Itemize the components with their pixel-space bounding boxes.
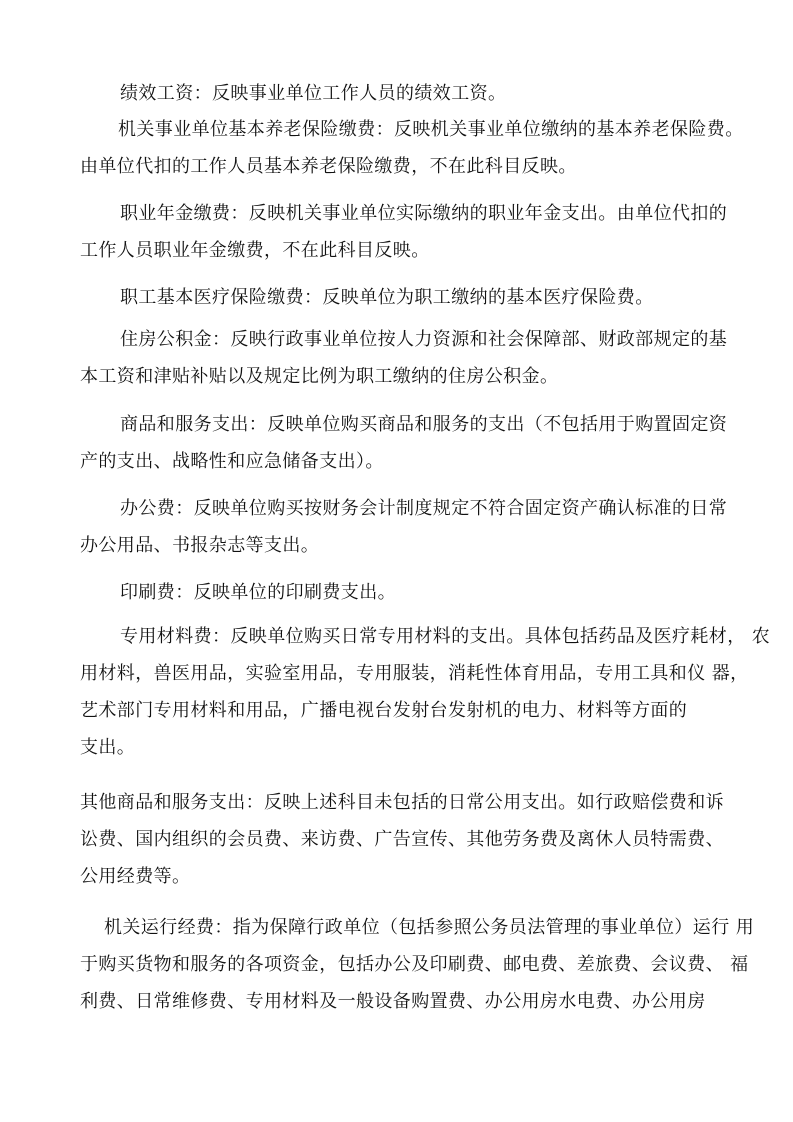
paragraph-operating-expenses: [80, 909, 754, 1020]
text-line: 办公用品、书报杂志等支出。: [80, 535, 320, 556]
text-line: 专用材料费：反映单位购买日常专用材料的支出。具体包括药品及医疗耗材， 农: [120, 626, 771, 647]
text-line: 机关事业单位基本养老保险缴费：反映机关事业单位缴纳的基本养老保险费。: [118, 119, 744, 140]
paragraph-other-goods-services: [80, 784, 724, 895]
paragraph-housing-fund: [80, 321, 727, 395]
text-line: 利费、日常维修费、专用材料及一般设备购置费、办公用房水电费、办公用房: [80, 991, 706, 1012]
paragraph-performance-pay: [120, 75, 506, 112]
text-line: 印刷费：反映单位的印刷费支出。: [120, 582, 396, 603]
text-line: 其他商品和服务支出：反映上述科目未包括的日常公用支出。如行政赔偿费和诉: [80, 792, 724, 813]
text-line: 本工资和津贴补贴以及规定比例为职工缴纳的住房公积金。: [80, 366, 559, 387]
paragraph-office-expenses: [80, 490, 727, 564]
text-line: 职工基本医疗保险缴费：反映单位为职工缴纳的基本医疗保险费。: [120, 287, 654, 308]
paragraph-pension-insurance: [80, 111, 744, 185]
paragraph-special-materials: [80, 618, 770, 766]
text-line: 讼费、国内组织的会员费、来访费、广告宣传、其他劳务费及离休人员特需费、: [80, 829, 724, 850]
text-line: 住房公积金：反映行政事业单位按人力资源和社会保障部、财政部规定的基: [120, 329, 728, 350]
text-line: 绩效工资：反映事业单位工作人员的绩效工资。: [120, 83, 507, 104]
text-line: 于购买货物和服务的各项资金，包括办公及印刷费、邮电费、差旅费、会议费、 福: [80, 954, 749, 975]
paragraph-occupational-annuity: [80, 195, 727, 269]
text-line: 产的支出、战略性和应急储备支出）。: [80, 451, 384, 472]
text-line: 支出。: [80, 737, 136, 758]
paragraph-medical-insurance: [120, 279, 654, 316]
text-line: 艺术部门专用材料和用品，广播电视台发射台发射机的电力、材料等方面的: [80, 700, 688, 721]
text-line: 由单位代扣的工作人员基本养老保险缴费，不在此科目反映。: [80, 156, 577, 177]
text-line: 商品和服务支出：反映单位购买商品和服务的支出（不包括用于购置固定资: [120, 414, 728, 435]
text-line: 职业年金缴费：反映机关事业单位实际缴纳的职业年金支出。由单位代扣的: [120, 203, 728, 224]
text-line: 办公费：反映单位购买按财务会计制度规定不符合固定资产确认标准的日常: [120, 498, 728, 519]
text-line: 工作人员职业年金缴费，不在此科目反映。: [80, 240, 430, 261]
paragraph-printing-fee: [120, 574, 396, 611]
text-line: 机关运行经费：指为保障行政单位（包括参照公务员法管理的事业单位）运行 用: [104, 917, 755, 938]
paragraph-goods-services: [80, 406, 727, 480]
text-line: 用材料，兽医用品，实验室用品，专用服装，消耗性体育用品，专用工具和仪 器，: [80, 663, 749, 684]
text-line: 公用经费等。: [80, 866, 191, 887]
